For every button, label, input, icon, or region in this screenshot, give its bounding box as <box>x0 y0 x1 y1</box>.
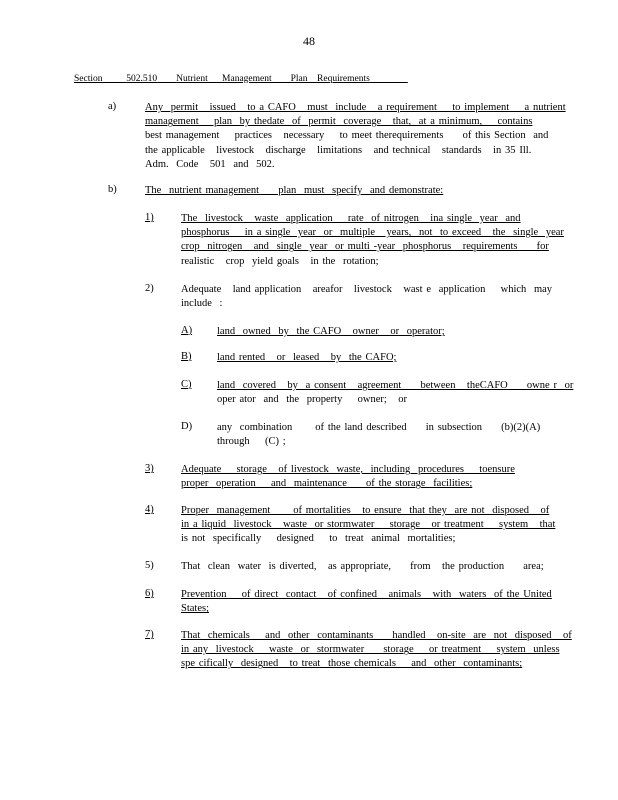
text-line: Adequate storage of livestock waste, including procedures toensure <box>181 464 515 475</box>
item-3-label: 3) <box>145 463 154 474</box>
subsection-b-label: b) <box>108 184 117 195</box>
text-line: The livestock waste application rate of nitrogen ina single year and <box>181 213 521 224</box>
text-line: best management practices necessary to meet therequirements of this Section and <box>145 130 549 142</box>
text-line: through (C) ; <box>217 436 286 448</box>
text-line: spe cifically designed to treat those chemicals and other contaminants; <box>181 658 523 670</box>
text-line: include : <box>181 298 223 310</box>
item-2c-label: C) <box>181 379 192 390</box>
text-line: crop nitrogen and single year or multi -year phosphorus requirements for <box>181 241 549 253</box>
item-4-text <box>181 504 556 547</box>
item-1-label: 1) <box>145 212 154 223</box>
item-5-text: That clean water is diverted, as appropriate, from the production area; <box>181 561 544 572</box>
text-line: land covered by a consent agreement between theCAFO owne r or <box>217 380 574 391</box>
text-line: Adequate land application areafor livestock wast e application which may <box>181 284 553 295</box>
item-7-label: 7) <box>145 629 154 640</box>
text-line: oper ator and the property owner; or <box>217 394 407 406</box>
item-2c-text <box>217 379 574 407</box>
item-2-label: 2) <box>145 283 154 294</box>
page-number: 48 <box>303 34 315 48</box>
text-line: realistic crop yield goals in the rotation; <box>181 255 379 267</box>
text-line: Proper management of mortalities to ensure that they are not disposed of <box>181 505 550 516</box>
text-line: the applicable livestock discharge limitations and technical standards in 35 Ill. <box>145 144 532 156</box>
text-line: any combination of the land described in subsection (b)(2)(A) <box>217 422 541 433</box>
item-6-label: 6) <box>145 588 154 599</box>
section-title: Nutrient Management Plan Requirements <box>176 74 370 84</box>
item-2a-label: A) <box>181 325 193 336</box>
text-line: proper operation and maintenance of the storage facilities; <box>181 478 473 490</box>
section-number: 502.510 <box>126 74 158 84</box>
item-2b-text: land rented or leased by the CAFO; <box>217 352 397 363</box>
text-line: in any livestock waste or stormwater storage or treatment system unless <box>181 644 560 656</box>
text-line: phosphorus in a single year or multiple years, not to exceed the single year <box>181 227 564 239</box>
item-2d-label: D) <box>181 421 193 432</box>
item-1-text <box>181 212 564 269</box>
item-5-label: 5) <box>145 560 154 571</box>
text-line: is not specifically designed to treat animal mortalities; <box>181 533 456 545</box>
item-4-label: 4) <box>145 504 154 515</box>
section-heading <box>74 74 408 84</box>
subsection-a-label: a) <box>108 101 117 112</box>
item-6-text <box>181 588 552 616</box>
subsection-b-text: The nutrient management plan must specify and demonstrate: <box>145 185 444 196</box>
item-3-text <box>181 463 541 491</box>
text-line: management plan by thedate of permit coverage that, at a minimum, contains <box>145 116 533 128</box>
item-2d-text <box>217 421 541 449</box>
text-line: Prevention of direct contact of confined animals with waters of the United <box>181 589 552 600</box>
text-line: in a liquid livestock waste or stormwater storage or treatment system that <box>181 519 556 531</box>
text-line: Any permit issued to a CAFO must include a requirement to implement a nutrient <box>145 102 566 113</box>
text-line: States; <box>181 603 209 615</box>
item-7-text <box>181 629 572 672</box>
item-2-text <box>181 283 553 311</box>
subsection-a-text <box>145 101 566 172</box>
section-label: Section <box>74 74 103 84</box>
text-line: Adm. Code 501 and 502. <box>145 158 275 170</box>
item-2b-label: B) <box>181 351 192 362</box>
text-line: That chemicals and other contaminants handled on-site are not disposed of <box>181 630 572 641</box>
item-2a-text: land owned by the CAFO owner or operator; <box>217 326 445 337</box>
